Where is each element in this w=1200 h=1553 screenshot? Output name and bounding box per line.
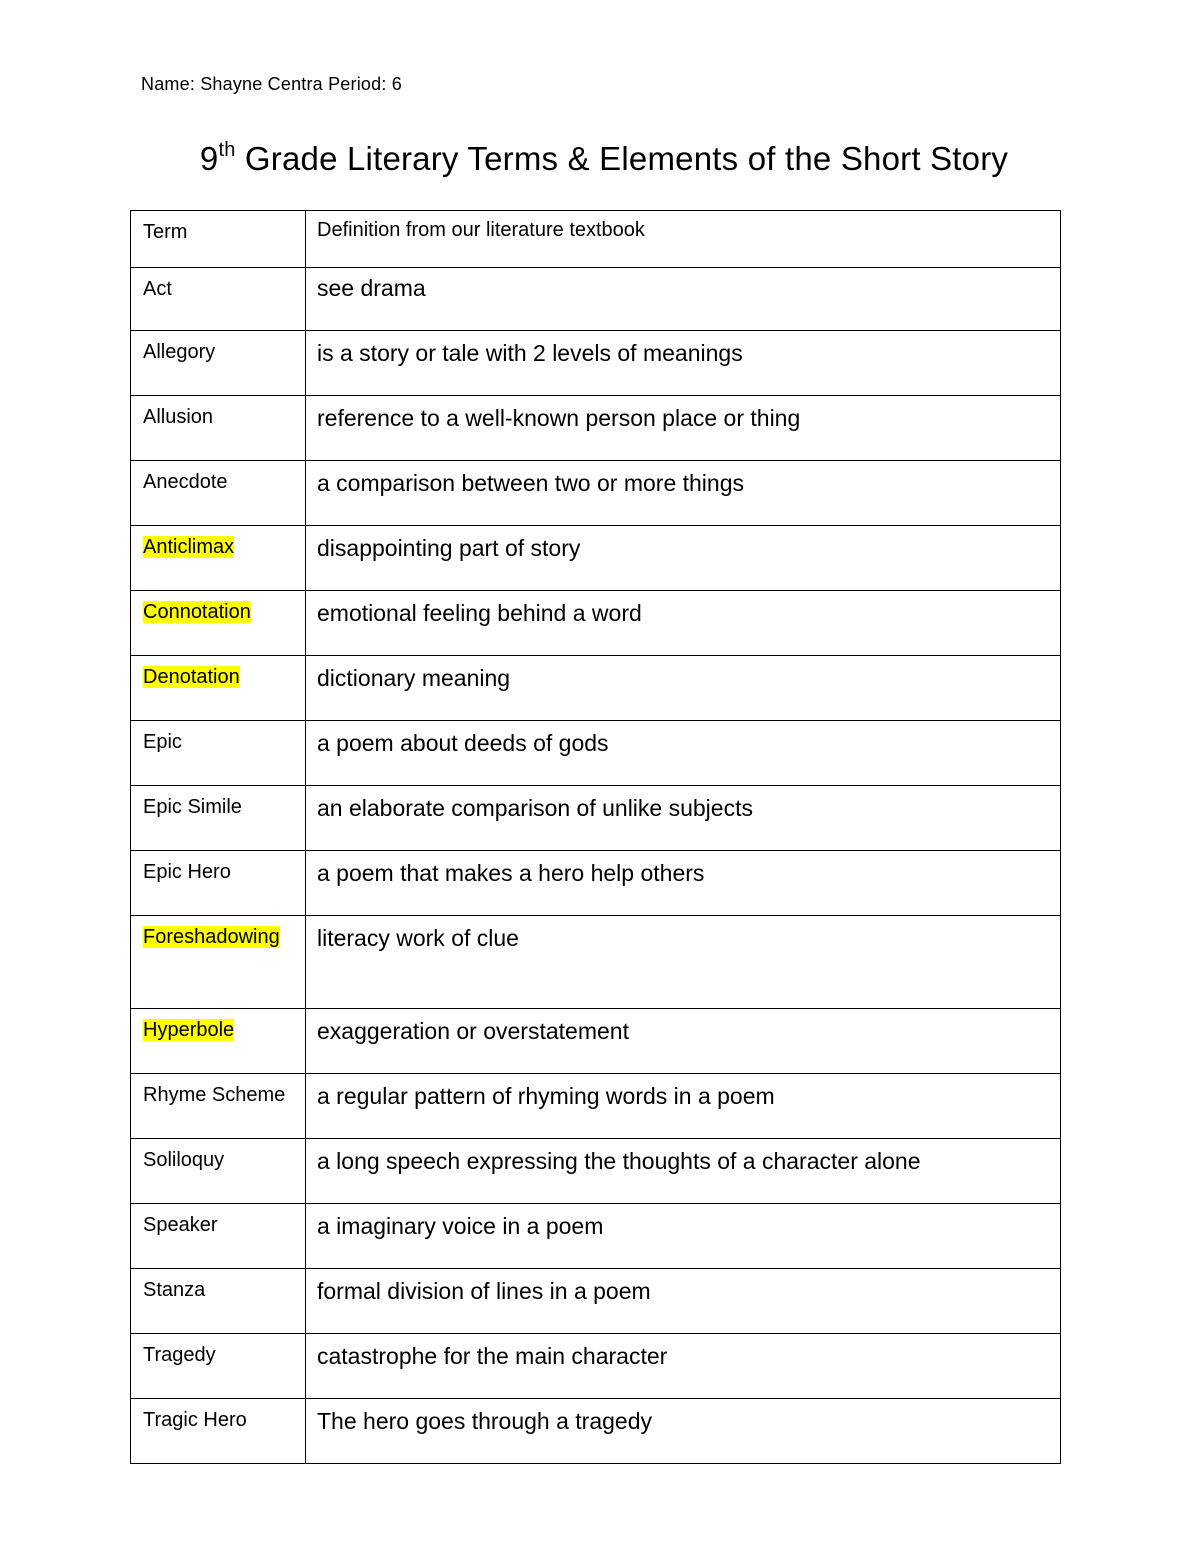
highlighted-term-text: Foreshadowing [143, 926, 280, 948]
term-text: Speaker [143, 1214, 218, 1236]
column-header-term: Term [131, 211, 306, 268]
term-cell [131, 1334, 306, 1399]
term-cell [131, 1399, 306, 1464]
table-row [131, 851, 1061, 916]
definition-cell: a regular pattern of rhyming words in a poem [306, 1074, 1061, 1139]
table-row [131, 526, 1061, 591]
definition-cell: reference to a well-known person place or thing [306, 396, 1061, 461]
definition-cell: emotional feeling behind a word [306, 591, 1061, 656]
table-row [131, 461, 1061, 526]
definition-cell: disappointing part of story [306, 526, 1061, 591]
term-cell [131, 1009, 306, 1074]
term-text: Allegory [143, 341, 216, 363]
term-cell [131, 526, 306, 591]
term-cell [131, 1204, 306, 1269]
term-text: Act [143, 278, 172, 300]
table-row [131, 1139, 1061, 1204]
page-title [0, 140, 1200, 178]
definition-cell: literacy work of clue [306, 916, 1061, 1009]
term-cell [131, 656, 306, 721]
term-text: Stanza [143, 1279, 206, 1301]
table-row [131, 1334, 1061, 1399]
term-text: Soliloquy [143, 1149, 225, 1171]
title-text: Grade Literary Terms & Elements of the Short Story [235, 140, 1009, 177]
student-name-line: Name: Shayne Centra Period: 6 [141, 74, 402, 94]
table-row [131, 721, 1061, 786]
table-row [131, 786, 1061, 851]
definition-cell: a imaginary voice in a poem [306, 1204, 1061, 1269]
term-cell [131, 786, 306, 851]
column-header-definition: Definition from our literature textbook [306, 211, 1061, 268]
definition-cell: catastrophe for the main character [306, 1334, 1061, 1399]
table-row [131, 268, 1061, 331]
definition-cell: a poem about deeds of gods [306, 721, 1061, 786]
term-cell [131, 1269, 306, 1334]
term-text: Tragic Hero [143, 1409, 247, 1431]
definition-cell: is a story or tale with 2 levels of meanings [306, 331, 1061, 396]
table-row [131, 1399, 1061, 1464]
term-text: Epic Simile [143, 796, 242, 818]
term-text: Allusion [143, 406, 214, 428]
term-text: Epic Hero [143, 861, 231, 883]
term-cell [131, 268, 306, 331]
term-cell [131, 721, 306, 786]
definition-cell: see drama [306, 268, 1061, 331]
highlighted-term-text: Denotation [143, 666, 240, 688]
term-cell [131, 591, 306, 656]
title-grade-number: 9 [199, 140, 219, 177]
definition-cell: a comparison between two or more things [306, 461, 1061, 526]
table-row [131, 1074, 1061, 1139]
term-cell [131, 331, 306, 396]
highlighted-term-text: Hyperbole [143, 1019, 235, 1041]
term-cell [131, 916, 306, 1009]
literary-terms-table [130, 210, 1061, 1464]
term-text: Anecdote [143, 471, 228, 493]
definition-cell: exaggeration or overstatement [306, 1009, 1061, 1074]
table-row [131, 1204, 1061, 1269]
table-row [131, 591, 1061, 656]
term-cell [131, 1074, 306, 1139]
term-text: Tragedy [143, 1344, 216, 1366]
table-row [131, 331, 1061, 396]
table-row [131, 656, 1061, 721]
table-header-row [131, 211, 1061, 268]
term-cell [131, 1139, 306, 1204]
highlighted-term-text: Connotation [143, 601, 251, 623]
definition-cell: a poem that makes a hero help others [306, 851, 1061, 916]
term-cell [131, 461, 306, 526]
highlighted-term-text: Anticlimax [143, 536, 235, 558]
table-row [131, 916, 1061, 1009]
term-text: Rhyme Scheme [143, 1084, 286, 1106]
definition-cell: an elaborate comparison of unlike subjects [306, 786, 1061, 851]
definition-cell: a long speech expressing the thoughts of a character alone [306, 1139, 1061, 1204]
term-cell [131, 396, 306, 461]
definition-cell: formal division of lines in a poem [306, 1269, 1061, 1334]
title-superscript: th [218, 139, 236, 161]
table-row [131, 396, 1061, 461]
definition-cell: dictionary meaning [306, 656, 1061, 721]
term-text: Epic [143, 731, 182, 753]
table-row [131, 1009, 1061, 1074]
definition-cell: The hero goes through a tragedy [306, 1399, 1061, 1464]
table-row [131, 1269, 1061, 1334]
term-cell [131, 851, 306, 916]
